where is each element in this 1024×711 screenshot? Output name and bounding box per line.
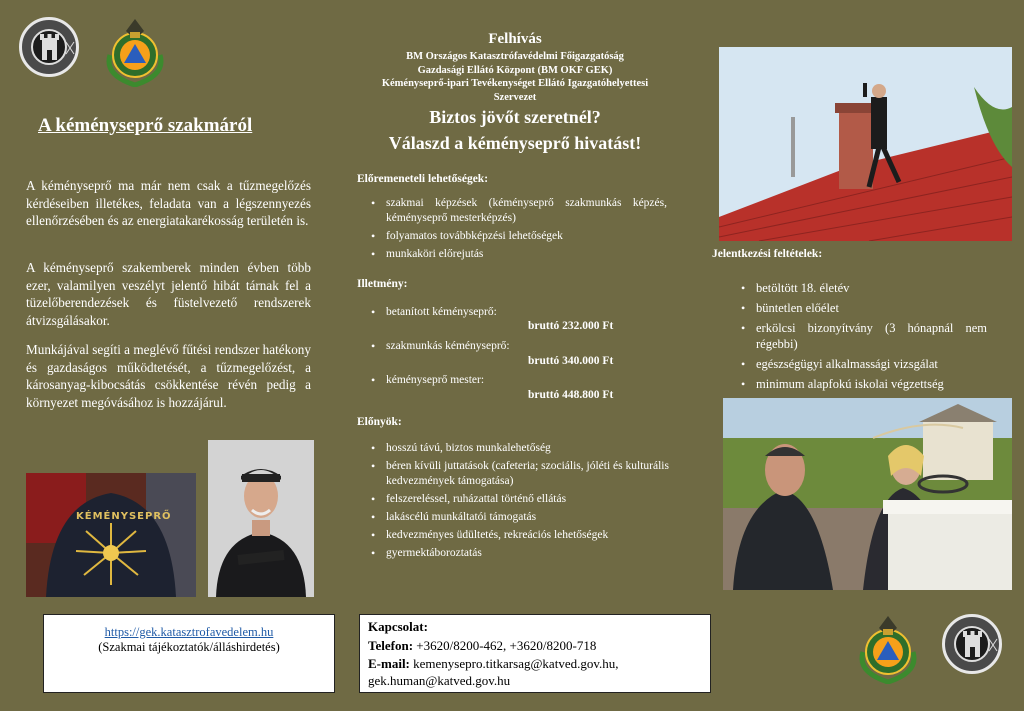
salary-amount: bruttó 340.000 Ft <box>528 355 614 367</box>
phone-label: Telefon: <box>368 638 414 653</box>
list-item: • egészségügyi alkalmassági vizsgálat <box>727 356 987 372</box>
advancement-title: Előremeneteli lehetőségek: <box>357 173 489 185</box>
salary-list <box>357 305 657 388</box>
salary-amount: bruttó 448.800 Ft <box>528 389 614 401</box>
requirements-list <box>727 280 987 392</box>
disaster-management-logo-bottom <box>855 612 919 682</box>
email-row <box>368 656 619 672</box>
emblem-chimney-sweep-logo-bottom <box>942 614 1002 674</box>
list-item: • minimum alapfokú iskolai végzettség <box>727 376 987 392</box>
email-value-2: gek.human@katved.gov.hu <box>368 673 511 688</box>
list-item: • betöltött 18. életév <box>727 280 987 296</box>
list-item: • felszereléssel, ruházattal történő ellátás <box>357 492 669 507</box>
photo-jacket-back <box>26 473 196 597</box>
org-line-2: Gazdasági Ellátó Központ (BM OKF GEK) <box>417 64 613 76</box>
civil-protection-icon <box>102 15 168 87</box>
contact-title: Kapcsolat: <box>368 619 428 634</box>
contact-box <box>359 614 711 693</box>
benefits-title: Előnyök: <box>357 416 402 428</box>
civil-protection-icon <box>855 612 921 684</box>
list-item: • kedvezményes üdültetés, rekreációs lehetőségek <box>357 528 669 543</box>
tower-icon <box>945 617 1001 673</box>
salary-item-label: • betanított kéményseprő: <box>357 305 657 320</box>
list-item: • munkaköri előrejutás <box>357 247 667 262</box>
list-item: • erkölcsi bizonyítvány (3 hónapnál nem régebbi) <box>727 320 987 352</box>
website-note: (Szakmai tájékoztatók/álláshirdetés) <box>98 640 280 654</box>
slogan-2: Válaszd a kéményseprő hivatást! <box>388 133 642 153</box>
list-item: • hosszú távú, biztos munkalehetőség <box>357 441 669 456</box>
org-name-block <box>350 50 680 104</box>
photo-chimney-inspection <box>723 398 1012 590</box>
requirements-title: Jelentkezési feltételek: <box>712 248 823 260</box>
list-item: • büntetlen előélet <box>727 300 987 316</box>
emblem-chimney-sweep-logo <box>19 17 79 77</box>
left-section-title: A kéményseprő szakmáról <box>38 115 253 136</box>
advancement-list <box>357 196 667 262</box>
benefits-list <box>357 441 669 561</box>
website-link[interactable]: https://gek.katasztrofavedelem.hu <box>104 625 274 639</box>
salary-item-label: • szakmunkás kéményseprő: <box>357 339 657 354</box>
jacket-text: KÉMÉNYSEPRŐ <box>76 511 172 522</box>
felhivas-heading: Felhívás <box>488 31 542 47</box>
phone-row <box>368 638 596 654</box>
list-item: • gyermektáboroztatás <box>357 546 669 561</box>
list-item: • szakmai képzések (kéményseprő szakmunkás képzés, kéményseprő mesterképzés) <box>357 196 667 226</box>
list-item: • folyamatos továbbképzési lehetőségek <box>357 229 667 244</box>
photo-roof-chimney-sweep <box>719 47 1012 241</box>
left-paragraph-1: A kéményseprő ma már nem csak a tűzmegelőzés kérdéseiben illetékes, feladata van a légszennyezés ellenőrzésében és az energiatakarékosság területén is. <box>26 178 311 228</box>
salary-item-label: • kéményseprő mester: <box>357 373 657 388</box>
tower-icon <box>22 20 78 76</box>
photo-chimney-sweep-portrait <box>208 440 314 597</box>
org-line-4: Szervezet <box>493 91 537 103</box>
disaster-management-logo <box>102 15 166 85</box>
website-box <box>43 614 335 693</box>
salary-title: Illetmény: <box>357 278 408 290</box>
phone-value: +3620/8200-462, +3620/8200-718 <box>416 638 597 653</box>
list-item: • lakáscélú munkáltatói támogatás <box>357 510 669 525</box>
list-item: • béren kívüli juttatások (cafeteria; szociális, jóléti és kulturális kedvezmények támogatása) <box>357 459 669 489</box>
org-line-1: BM Országos Katasztrófavédelmi Főigazgatóság <box>406 51 624 62</box>
slogan-1: Biztos jövőt szeretnél? <box>429 107 601 127</box>
left-paragraph-2: A kéményseprő szakemberek minden évben több ezer, valamilyen veszélyt jelentő hibát tárnak fel a tüzelőberendezések és füstelvezető rendszerek átvizsgálásakor. <box>26 260 311 328</box>
left-paragraph-3: Munkájával segíti a meglévő fűtési rendszer hatékony és gazdaságos működtetését, a tűzmegelőzést, a károsanyag-kibocsátás csökkentése révén pedig a környezet megóvásához is hozzájárul. <box>26 342 311 410</box>
salary-amount: bruttó 232.000 Ft <box>528 320 614 332</box>
email-label: E-mail: <box>368 656 410 671</box>
org-line-3: Kéményseprő-ipari Tevékenységet Ellátó Igazgatóhelyettesi <box>381 78 649 89</box>
email-value-1: kemenysepro.titkarsag@katved.gov.hu, <box>413 656 619 671</box>
